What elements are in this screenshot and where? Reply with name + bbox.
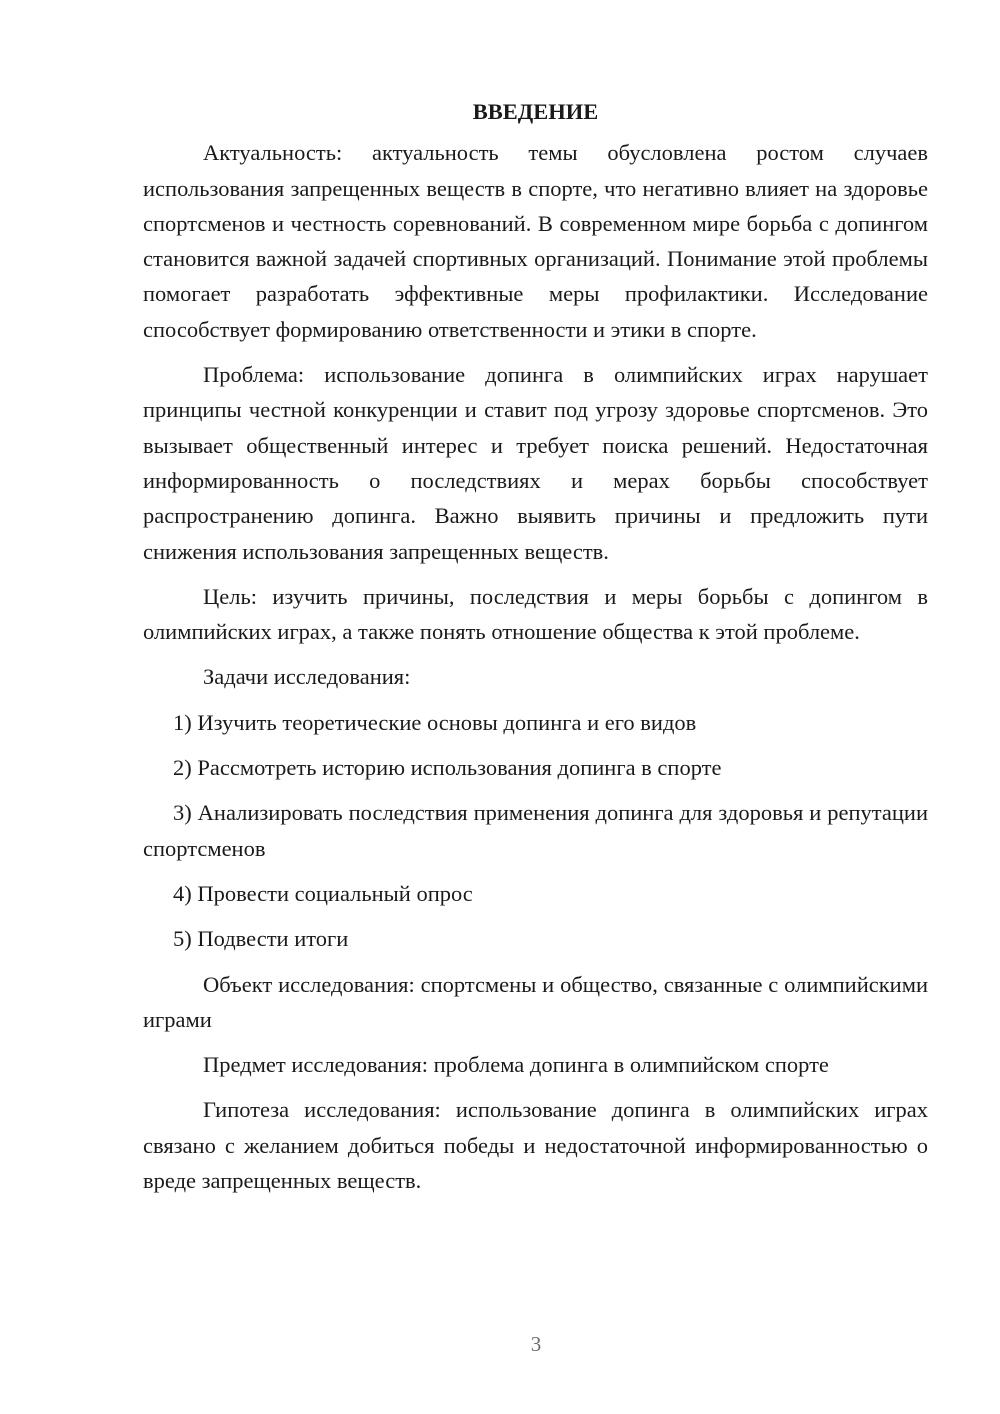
paragraph-hypothesis: Гипотеза исследования: использование допинга в олимпийских играх связано с желанием добиться победы и недостаточной информированностью о вреде запрещенных веществ. bbox=[143, 1097, 928, 1194]
task-item-3: 3) Анализировать последствия применения допинга для здоровья и репутации спортсменов bbox=[143, 800, 928, 861]
paragraph-problem: Проблема: использование допинга в олимпийских играх нарушает принципы честной конкуренции и ставит под угрозу здоровье спортсменов. Это вызывает общественный интерес и требует поиска решений. Недостаточная информированность о последствиях и мерах борьбы способствует распространению допинга. Важно выявить причины и предложить пути снижения использования запрещенных веществ. bbox=[143, 362, 928, 564]
task-item-1: 1) Изучить теоретические основы допинга и его видов bbox=[173, 709, 697, 735]
task-item-2: 2) Рассмотреть историю использования допинга в спорте bbox=[173, 755, 722, 781]
paragraph-subject: Предмет исследования: проблема допинга в олимпийском спорте bbox=[203, 1052, 829, 1078]
page-content bbox=[143, 94, 928, 1198]
paragraph-relevance: Актуальность: актуальность темы обусловлена ростом случаев использования запрещенных веществ в спорте, что негативно влияет на здоровье спортсменов и честность соревнований. В современном мире борьба с допингом становится важной задачей спортивных организаций. Понимание этой проблемы помогает разработать эффективные меры профилактики. Исследование способствует формированию ответственности и этики в спорте. bbox=[143, 140, 928, 342]
task-item-5: 5) Подвести итоги bbox=[173, 926, 349, 952]
page-title: ВВЕДЕНИЕ bbox=[472, 99, 599, 124]
paragraph-goal: Цель: изучить причины, последствия и меры борьбы с допингом в олимпийских играх, а также понять отношение общества к этой проблеме. bbox=[143, 583, 928, 645]
paragraph-tasks-heading: Задачи исследования: bbox=[203, 664, 411, 690]
task-item-4: 4) Провести социальный опрос bbox=[173, 880, 473, 906]
page-number: 3 bbox=[530, 1332, 542, 1356]
paragraph-object: Объект исследования: спортсмены и общество, связанные с олимпийскими играми bbox=[143, 971, 928, 1032]
